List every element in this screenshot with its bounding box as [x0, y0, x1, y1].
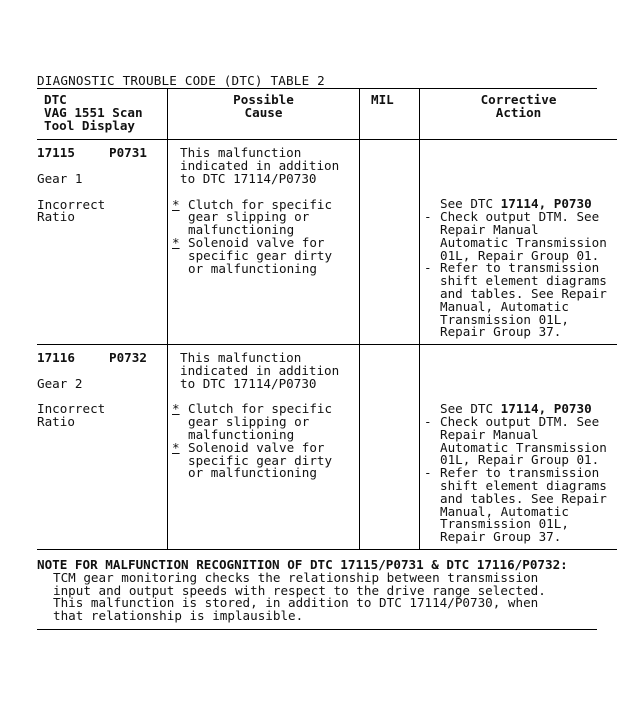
bullet-star: *	[172, 439, 180, 455]
cause-line: gear slipping or	[188, 414, 310, 430]
gear-label: Gear 2	[37, 375, 83, 391]
action-line: Refer to transmission	[440, 465, 600, 481]
bullet-star: *	[172, 234, 180, 250]
gear-label: Gear 1	[37, 170, 83, 186]
note-title: NOTE FOR MALFUNCTION RECOGNITION OF DTC 17115/P0731 & DTC 17116/P0732:	[37, 556, 568, 572]
action-line: 01L, Repair Group 01.	[440, 452, 600, 468]
cause-line: Solenoid valve for	[188, 234, 325, 250]
cause-line: malfunctioning	[188, 222, 295, 238]
cause-intro-line: This malfunction	[180, 350, 302, 366]
recognition-note	[37, 550, 597, 630]
action-line: Manual, Automatic	[440, 298, 569, 314]
table-row	[37, 345, 617, 550]
action-line: shift element diagrams	[440, 273, 607, 289]
bullet-dash: -	[424, 209, 432, 225]
action-line: 01L, Repair Group 01.	[440, 247, 600, 263]
note-line: that relationship is implausible.	[53, 608, 304, 624]
action-list	[420, 198, 617, 339]
header-corrective-action	[420, 89, 618, 140]
dtc-table	[37, 89, 617, 550]
cause-line: malfunctioning	[188, 426, 295, 442]
action-line: Automatic Transmission	[440, 234, 607, 250]
action-line: Repair Manual	[440, 221, 539, 237]
header-action-line: Action	[495, 104, 542, 120]
note-body	[37, 569, 597, 624]
table-row	[37, 140, 617, 345]
cause-intro-line: This malfunction	[180, 145, 302, 161]
action-item	[424, 262, 617, 339]
display-text: Incorrect	[37, 401, 106, 417]
cause-intro-line: indicated in addition	[180, 158, 340, 174]
action-cell	[420, 345, 618, 550]
bullet-dash: -	[424, 465, 432, 481]
cause-line: gear slipping or	[188, 209, 310, 225]
cause-intro	[168, 352, 359, 390]
cause-cell	[168, 140, 360, 345]
cause-line: Clutch for specific	[188, 401, 333, 417]
action-item	[424, 211, 617, 262]
display-text: Incorrect	[37, 196, 106, 212]
display-text: Ratio	[37, 209, 75, 225]
action-line: Repair Group 37.	[440, 529, 562, 545]
dtc-number: 17115	[37, 145, 75, 161]
cause-line: specific gear dirty	[188, 247, 333, 263]
mil-cell	[360, 140, 420, 345]
cause-item	[168, 196, 359, 238]
table-header	[37, 89, 617, 140]
display-text: Ratio	[37, 414, 75, 430]
action-line: Check output DTM. See	[440, 413, 600, 429]
see-dtc-reference: 17114, P0730	[500, 401, 592, 417]
action-line: and tables. See Repair	[440, 490, 607, 506]
bullet-star: *	[172, 401, 180, 417]
obd-code: P0732	[109, 350, 147, 366]
document-page	[37, 73, 607, 630]
header-cause-line: Cause	[244, 104, 283, 120]
header-mil-line: MIL	[371, 92, 394, 107]
action-line: Automatic Transmission	[440, 439, 607, 455]
cause-intro-line: to DTC 17114/P0730	[180, 170, 317, 186]
cause-line: or malfunctioning	[188, 260, 317, 276]
header-dtc-line: VAG 1551 Scan	[44, 104, 143, 120]
dtc-code-line	[37, 352, 167, 365]
action-line: Repair Group 37.	[440, 324, 562, 340]
see-dtc-prefix: See DTC	[440, 196, 501, 212]
action-line: Manual, Automatic	[440, 503, 569, 519]
header-possible-cause	[168, 89, 360, 140]
action-line: Transmission 01L,	[440, 516, 569, 532]
action-item	[424, 467, 617, 544]
bullet-dash: -	[424, 260, 432, 276]
header-mil	[360, 89, 420, 140]
dtc-number: 17116	[37, 350, 75, 366]
mil-cell	[360, 345, 420, 550]
table-title: DIAGNOSTIC TROUBLE CODE (DTC) TABLE 2	[37, 73, 325, 88]
cause-intro	[168, 147, 359, 185]
dtc-code-line	[37, 147, 167, 160]
header-dtc	[37, 89, 168, 140]
action-line: and tables. See Repair	[440, 285, 607, 301]
action-cell	[420, 140, 618, 345]
action-line: shift element diagrams	[440, 477, 607, 493]
action-line: Transmission 01L,	[440, 311, 569, 327]
cause-cell	[168, 345, 360, 550]
obd-code: P0731	[109, 145, 147, 161]
action-line: Check output DTM. See	[440, 209, 600, 225]
header-action-line: Corrective	[480, 92, 557, 107]
cause-line: Solenoid valve for	[188, 439, 325, 455]
note-line: This malfunction is stored, in addition to DTC 17114/P0730, when	[53, 595, 539, 611]
header-dtc-line: Tool Display	[44, 117, 135, 133]
see-dtc-reference: 17114, P0730	[500, 196, 592, 212]
cause-item	[168, 439, 359, 481]
cause-intro-line: to DTC 17114/P0730	[180, 375, 317, 391]
cause-item	[168, 403, 359, 441]
action-line: Repair Manual	[440, 426, 539, 442]
bullet-dash: -	[424, 413, 432, 429]
action-list	[420, 403, 617, 544]
cause-intro-line: indicated in addition	[180, 362, 340, 378]
cause-item	[168, 234, 359, 276]
dtc-cell	[37, 345, 168, 550]
bullet-star: *	[172, 196, 180, 212]
cause-line: or malfunctioning	[188, 465, 317, 481]
header-cause-line: Possible	[233, 92, 294, 107]
cause-line: specific gear dirty	[188, 452, 333, 468]
action-item	[424, 413, 617, 468]
note-line: input and output speeds with respect to the drive range selected.	[53, 582, 546, 598]
see-dtc-prefix: See DTC	[440, 401, 501, 417]
header-dtc-line: DTC	[44, 92, 67, 107]
dtc-cell	[37, 140, 168, 345]
action-line: Refer to transmission	[440, 260, 600, 276]
cause-line: Clutch for specific	[188, 196, 333, 212]
note-line: TCM gear monitoring checks the relationship between transmission	[53, 569, 539, 585]
